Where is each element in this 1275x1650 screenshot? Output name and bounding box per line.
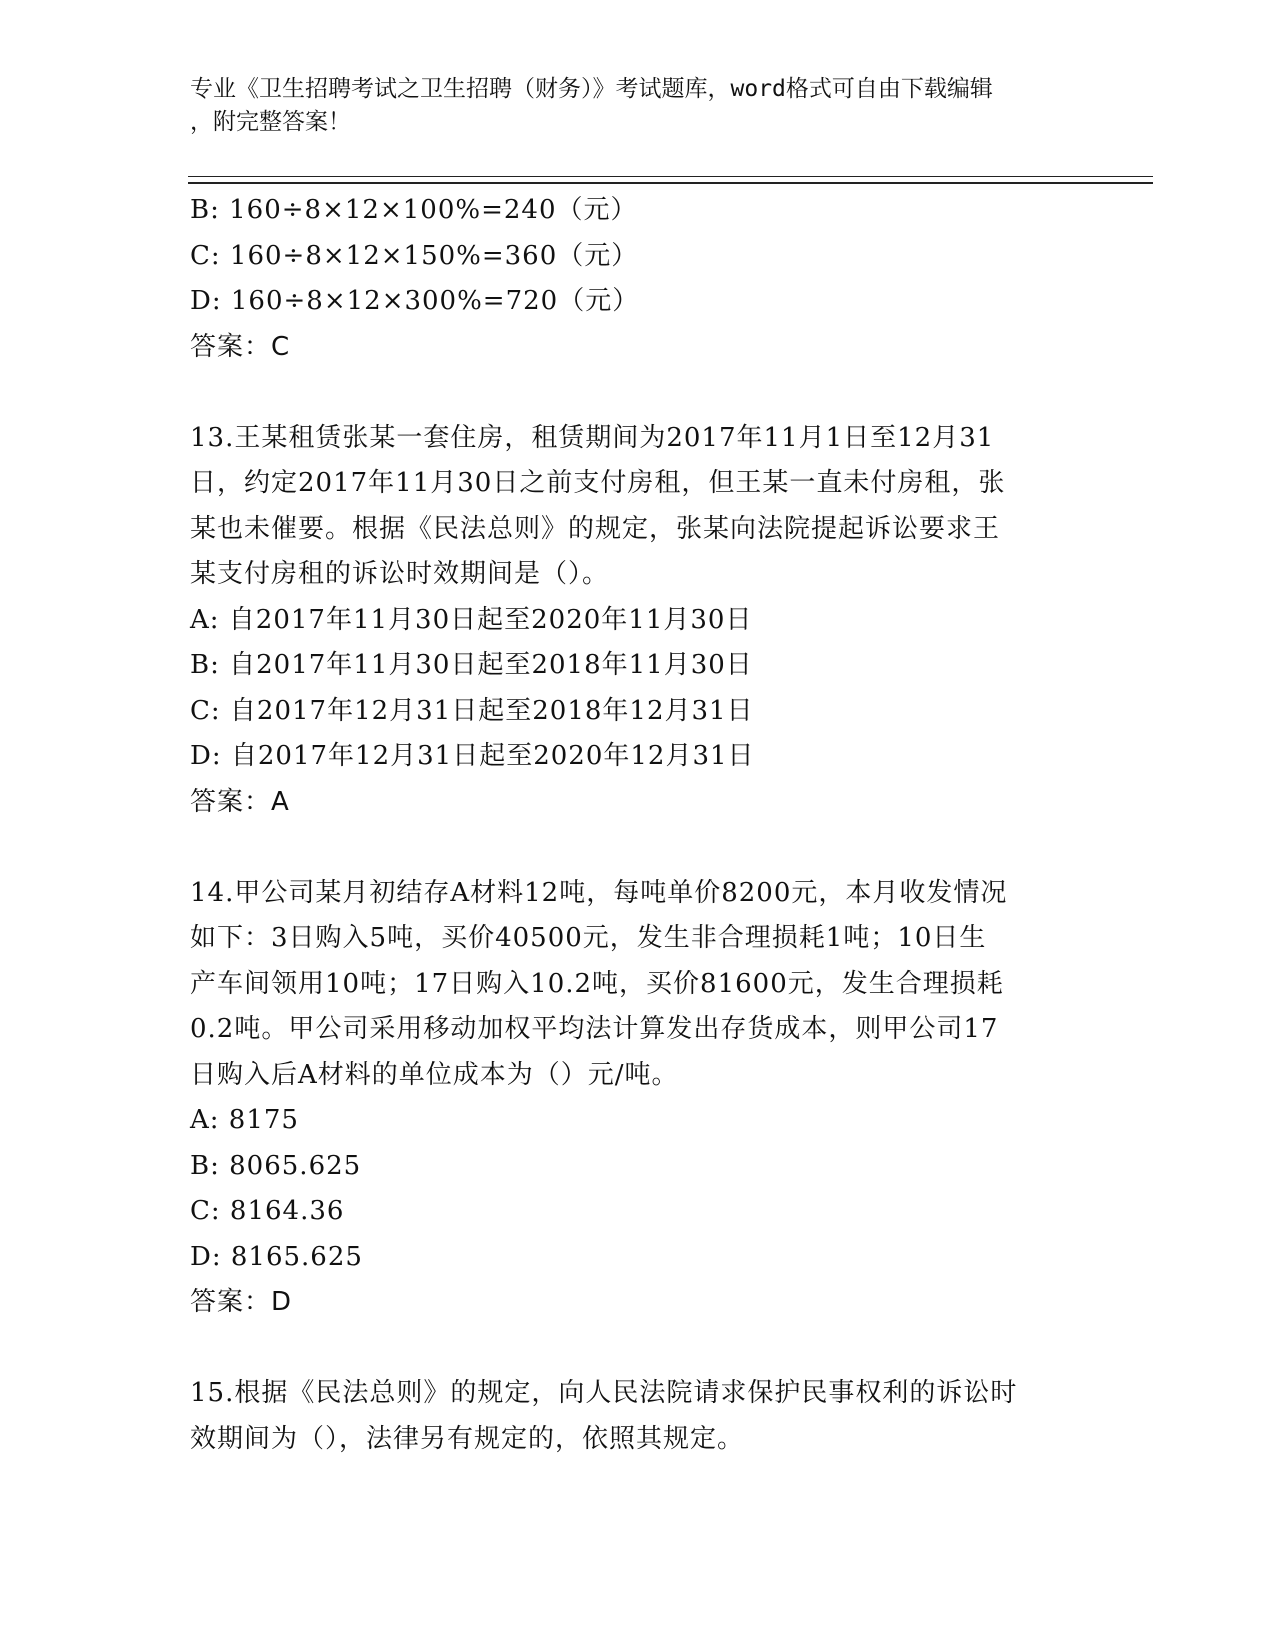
question-text-line: 产车间领用10吨；17日购入10.2吨，买价81600元，发生合理损耗 xyxy=(190,968,1004,999)
option-d: D: 自2017年12月31日起至2020年12月31日 xyxy=(190,741,755,771)
spacer xyxy=(190,370,1090,416)
option-c: C: 160÷8×12×150%=360（元） xyxy=(190,240,639,271)
question-text-line: 某也未催要。根据《民法总则》的规定，张某向法院提起诉讼要求王 xyxy=(190,513,1001,544)
document-header xyxy=(190,73,1090,139)
answer: 答案：A xyxy=(190,786,290,817)
answer: 答案：C xyxy=(190,331,291,362)
question-12 xyxy=(190,188,1090,370)
question-text-line: 日，约定2017年11月30日之前支付房租，但王某一直未付房租，张 xyxy=(190,468,1006,498)
question-text-line: 15.根据《民法总则》的规定，向人民法院请求保护民事权利的诉讼时 xyxy=(190,1378,1018,1408)
option-c: C: 自2017年12月31日起至2018年12月31日 xyxy=(190,695,754,726)
option-a: A: 8175 xyxy=(190,1105,299,1135)
spacer xyxy=(190,825,1090,871)
question-content xyxy=(190,188,1090,1462)
header-line-1: 专业《卫生招聘考试之卫生招聘（财务）》考试题库，word格式可自由下载编辑 xyxy=(190,76,993,102)
spacer xyxy=(190,1326,1090,1372)
question-text-line: 13.王某租赁张某一套住房，租赁期间为2017年11月1日至12月31 xyxy=(190,422,995,453)
option-b: B: 8065.625 xyxy=(190,1150,362,1181)
header-divider-thin xyxy=(188,176,1153,177)
question-text-line: 如下：3日购入5吨，买价40500元，发生非合理损耗1吨；10日生 xyxy=(190,923,987,953)
question-text-line: 某支付房租的诉讼时效期间是（）。 xyxy=(190,559,610,589)
question-14 xyxy=(190,871,1090,1326)
answer: 答案：D xyxy=(190,1287,293,1317)
header-divider-thick xyxy=(188,182,1153,184)
option-d: D: 8165.625 xyxy=(190,1241,363,1272)
question-text-line: 0.2吨。甲公司采用移动加权平均法计算发出存货成本，则甲公司17 xyxy=(190,1014,999,1044)
option-c: C: 8164.36 xyxy=(190,1196,345,1226)
option-b: B: 160÷8×12×100%=240（元） xyxy=(190,195,638,225)
question-text-line: 效期间为（），法律另有规定的，依照其规定。 xyxy=(190,1423,745,1454)
header-line-2: ，附完整答案！ xyxy=(190,109,351,135)
question-15 xyxy=(190,1371,1090,1462)
option-d: D: 160÷8×12×300%=720（元） xyxy=(190,286,640,316)
question-13 xyxy=(190,416,1090,826)
option-a: A: 自2017年11月30日起至2020年11月30日 xyxy=(190,604,753,635)
option-b: B: 自2017年11月30日起至2018年11月30日 xyxy=(190,650,753,680)
question-text-line: 14.甲公司某月初结存A材料12吨，每吨单价8200元，本月收发情况 xyxy=(190,877,1008,908)
question-text-line: 日购入后A材料的单位成本为（）元/吨。 xyxy=(190,1059,679,1090)
